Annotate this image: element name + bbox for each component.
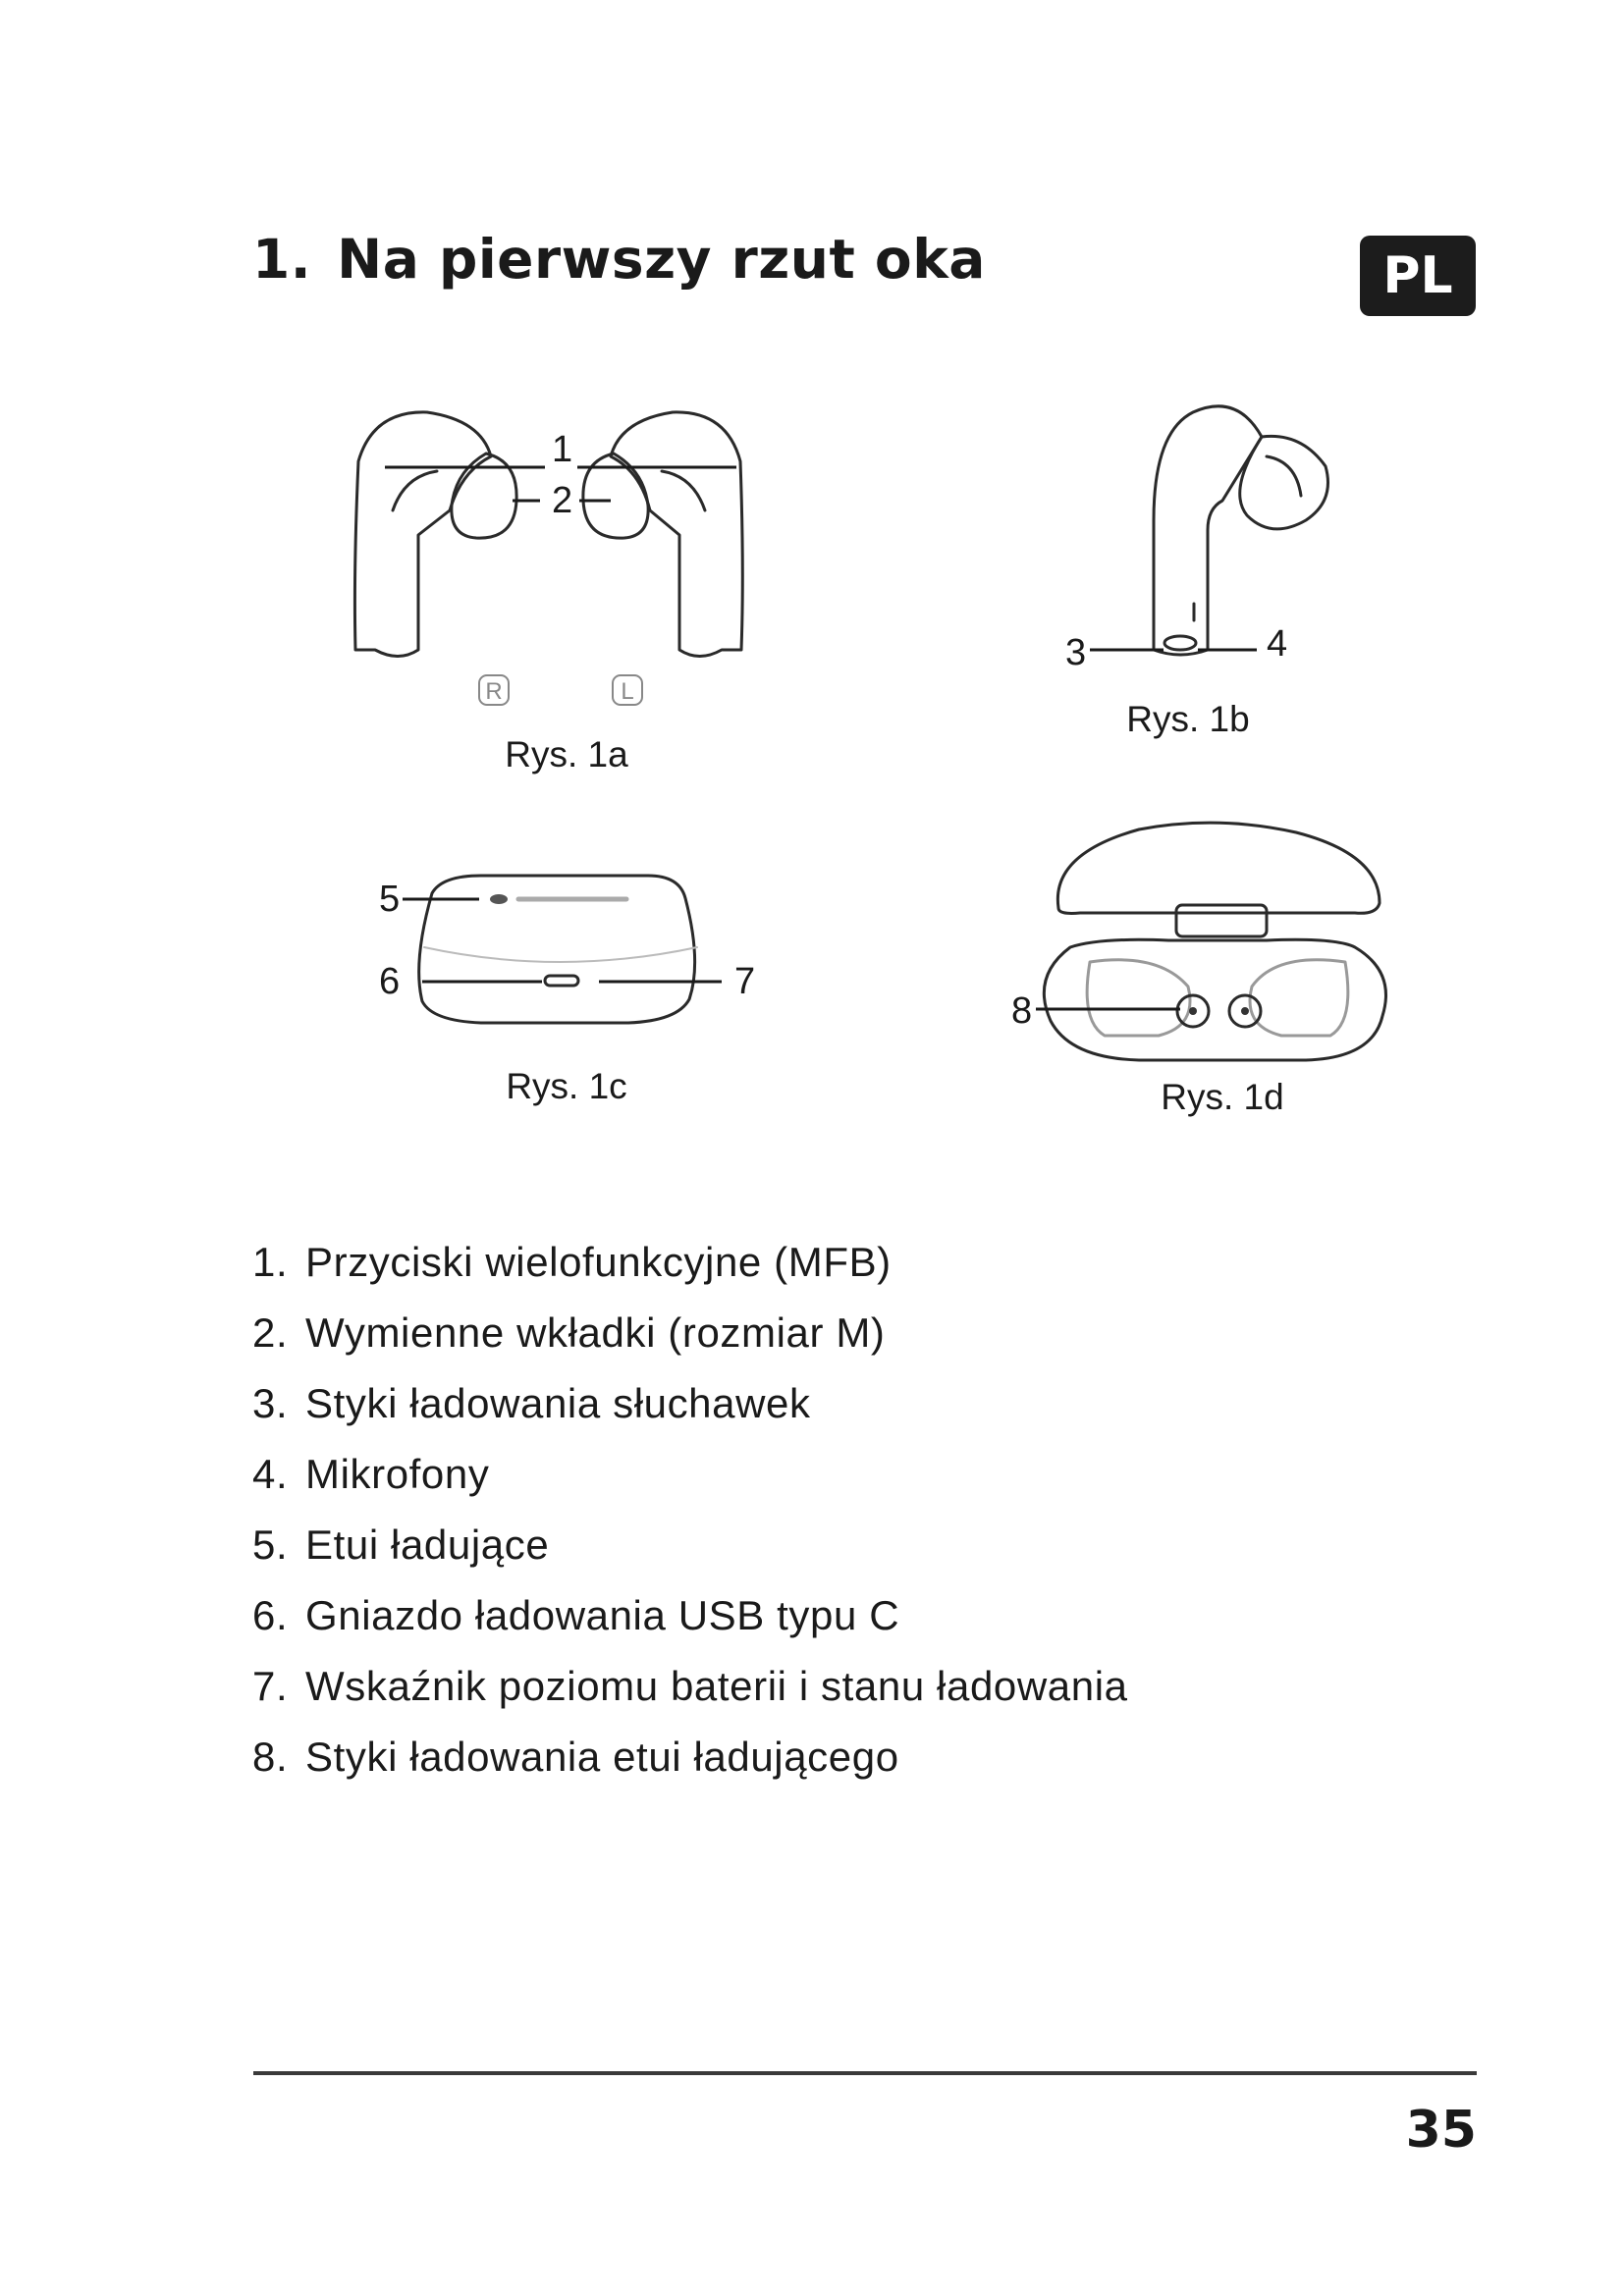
list-item: 8. Styki ładowania etui ładującego [252,1734,899,1780]
earbud-stem-drawing [1154,406,1262,655]
caption-fig-1b: Rys. 1b [1126,699,1250,739]
closed-case-illustration [373,854,766,1041]
callout-3: 3 [1065,632,1087,673]
earbuds-pair-illustration [334,393,805,717]
section-title [252,228,986,291]
case-base-drawing [1044,939,1385,1060]
callout-7: 7 [734,961,756,1002]
section-title-text: Na pierwszy rzut oka [337,228,986,291]
list-item: 5. Etui ładujące [252,1522,550,1568]
figure-1d [1011,815,1394,1070]
caption-fig-1a: Rys. 1a [505,734,628,774]
list-item: 1. Przyciski wielofunkcyjne (MFB) [252,1239,892,1285]
callout-2: 2 [552,480,573,521]
list-item: 2. Wymienne wkładki (rozmiar M) [252,1309,886,1356]
callout-5: 5 [379,879,401,920]
parts-list [252,1227,1431,1792]
eartip-side-drawing [1240,436,1328,529]
earbud-side-illustration [1060,393,1355,677]
open-case-illustration [1011,815,1394,1070]
mark-left: L [621,678,634,705]
callout-1: 1 [552,429,573,470]
earbud-right-drawing [354,412,491,657]
callout-6: 6 [379,961,401,1002]
earbud-left-drawing [611,412,742,657]
callout-4: 4 [1267,623,1288,665]
case-lid-drawing [1057,823,1380,913]
list-item: 3. Styki ładowania słuchawek [252,1380,811,1426]
section-number: 1. [252,228,312,291]
page-number: 35 [1405,2101,1477,2160]
list-item: 7. Wskaźnik poziomu baterii i stanu ładowania [252,1663,1128,1709]
mark-right: R [485,678,503,705]
footer-rule [253,2071,1477,2075]
caption-fig-1d: Rys. 1d [1161,1077,1284,1117]
caption-fig-1c: Rys. 1c [506,1066,627,1106]
language-badge: PL [1360,236,1476,316]
list-item: 4. Mikrofony [252,1451,490,1497]
list-item: 6. Gniazdo ładowania USB typu C [252,1592,900,1638]
figure-1b [1060,393,1355,677]
figure-1a [334,393,805,717]
figure-1c [373,854,766,1041]
callout-8: 8 [1011,990,1033,1032]
